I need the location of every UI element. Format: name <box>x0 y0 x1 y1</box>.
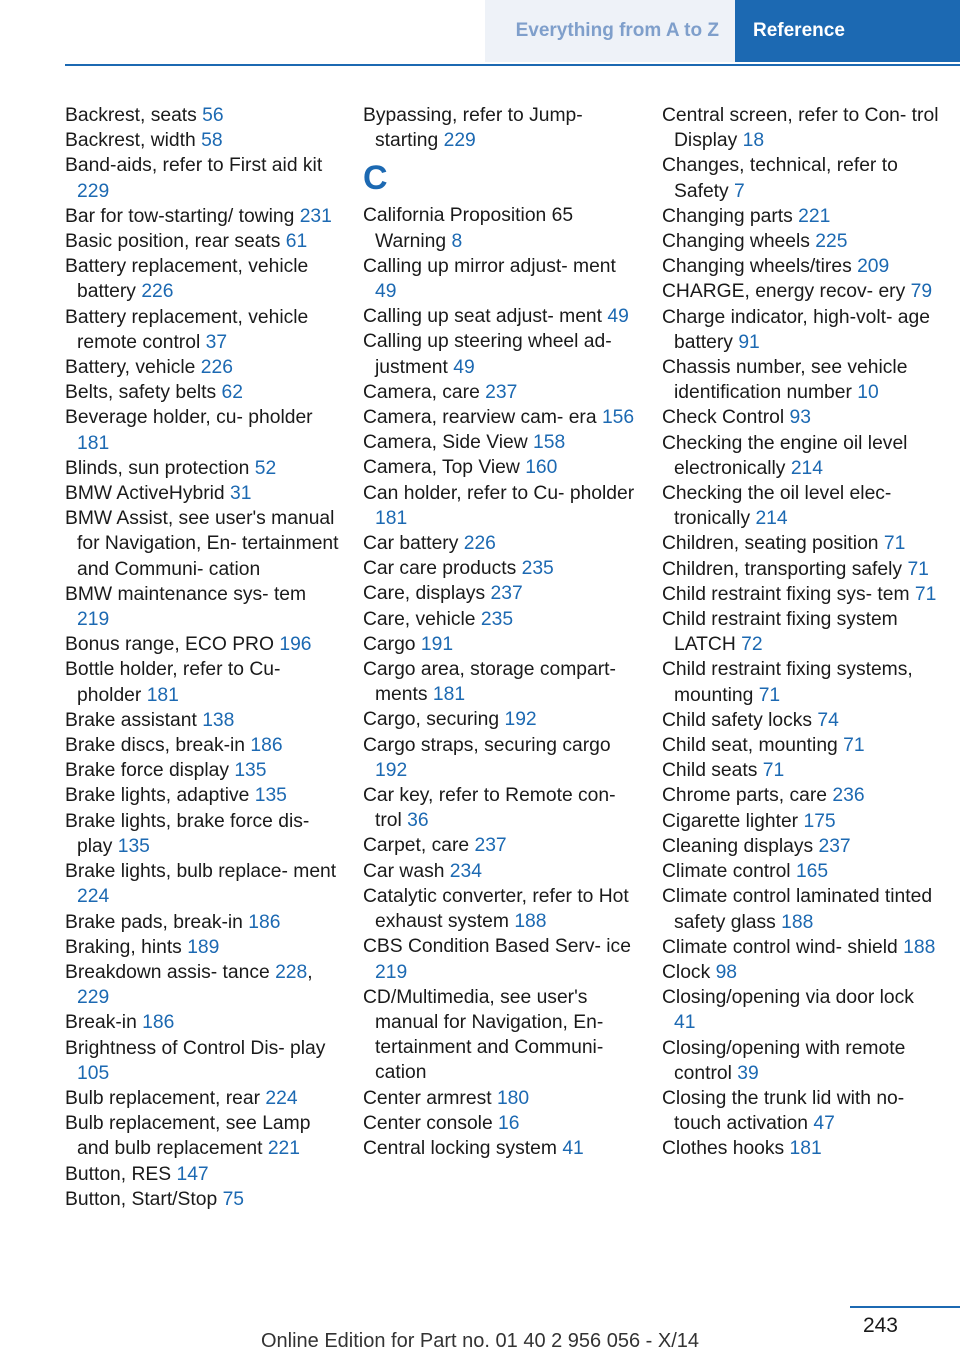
page-link[interactable]: 219 <box>375 961 408 983</box>
index-entry <box>65 1111 343 1161</box>
index-entry <box>662 1136 940 1161</box>
index-entry-text: Cargo area, storage compart- ments <box>363 659 616 706</box>
index-entry <box>363 607 641 632</box>
index-entry <box>65 405 343 455</box>
section-letter: C <box>363 159 388 198</box>
index-entry <box>662 229 940 254</box>
index-entry-text: Central screen, refer to Con- trol Display <box>662 105 939 152</box>
page-link[interactable]: 181 <box>77 432 110 454</box>
index-entry-text: Closing/opening with remote control <box>662 1037 906 1084</box>
index-entry <box>363 103 641 153</box>
index-entry <box>662 708 940 733</box>
index-entry <box>662 405 940 430</box>
index-entry <box>65 783 343 808</box>
index-entry <box>662 305 940 355</box>
index-entry-text: Child restraint fixing systems, mounting <box>662 659 913 706</box>
index-entry <box>65 506 343 582</box>
index-entry-text: Battery replacement, vehicle remote control <box>65 306 309 353</box>
index-entry-text: Chassis number, see vehicle identification number <box>662 357 908 404</box>
index-entry <box>65 456 343 481</box>
page-link[interactable]: 7 <box>734 180 745 202</box>
index-entry <box>363 581 641 606</box>
page-link[interactable]: 229 <box>77 180 110 202</box>
index-entry <box>662 985 940 1035</box>
page-link[interactable]: 37 <box>205 331 228 353</box>
index-entry <box>363 203 641 253</box>
page-link[interactable]: 71 <box>907 558 929 580</box>
index-entry-text: Bar for tow-starting/ towing <box>65 205 295 227</box>
page-link[interactable]: 181 <box>146 684 179 706</box>
index-entry-text: Braking, hints <box>65 936 182 958</box>
page-link[interactable]: 214 <box>790 457 823 479</box>
footer-edition-note: Online Edition for Part no. 01 40 2 956 056 - X/14 <box>260 1330 700 1352</box>
index-entry-text: Changes, technical, refer to Safety <box>662 155 898 202</box>
index-entry <box>65 582 343 632</box>
page-link[interactable]: 237 <box>485 381 518 403</box>
index-entry-text: Button, Start/Stop <box>65 1188 218 1210</box>
index-entry-text: Cigarette lighter <box>662 810 799 832</box>
index-entry <box>662 834 940 859</box>
index-entry-text: Catalytic converter, refer to Hot exhaust system <box>363 885 629 933</box>
index-entry-text: Backrest, seats <box>65 105 197 126</box>
index-entry-text: Calling up steering wheel ad- justment <box>363 331 612 378</box>
index-entry-text: Children, seating position <box>662 533 879 555</box>
page-link[interactable]: 237 <box>818 835 851 857</box>
header-section-title: Everything from A to Z <box>485 0 735 62</box>
page-link[interactable]: 181 <box>432 684 466 706</box>
index-entry <box>363 254 641 304</box>
page-link[interactable]: 10 <box>857 382 879 404</box>
page-link[interactable]: 231 <box>299 205 332 227</box>
index-entry-text: Cargo, securing <box>363 709 500 731</box>
index-entry-text: Closing the trunk lid with no- touch activation <box>662 1087 905 1135</box>
index-entry-text: Beverage holder, cu- pholder <box>65 407 313 429</box>
page-link[interactable]: 221 <box>798 205 831 227</box>
index-entry-text: Band-aids, refer to First aid kit <box>65 155 323 177</box>
index-entry <box>662 279 940 304</box>
index-entry <box>662 859 940 884</box>
index-entry-text: Calling up mirror adjust- ment <box>363 255 616 277</box>
index-entry-text: Charge indicator, high-volt- age battery <box>662 306 930 353</box>
index-entry <box>65 758 343 783</box>
page-link[interactable]: 186 <box>250 735 283 757</box>
index-entry <box>363 783 641 833</box>
index-entry-text: Brake lights, brake force dis- play <box>65 810 310 857</box>
index-entry-text: Car battery <box>363 533 459 555</box>
page-link[interactable]: 186 <box>142 1012 175 1034</box>
index-entry <box>65 380 343 405</box>
index-entry-text: Checking the oil level elec- tronically <box>662 483 892 530</box>
index-entry-text: Battery replacement, vehicle battery <box>65 256 309 303</box>
page-link[interactable]: 219 <box>77 609 110 631</box>
page-link[interactable]: 91 <box>738 331 760 353</box>
index-entry <box>65 1036 343 1086</box>
index-entry-text: Children, transporting safely <box>662 558 903 580</box>
page-link[interactable]: 226 <box>200 357 233 379</box>
index-entry-text: Bulb replacement, see Lamp and bulb replacement <box>65 1113 311 1160</box>
page-link[interactable]: 188 <box>781 911 814 933</box>
index-entry-text: Battery, vehicle <box>65 357 196 379</box>
page-link[interactable]: 31 <box>230 483 252 505</box>
index-entry <box>662 657 940 707</box>
index-entry <box>65 657 343 707</box>
index-entry-text: Calling up seat adjust- ment <box>363 306 603 328</box>
page-link[interactable]: 71 <box>758 684 781 706</box>
index-entry-text: California Proposition 65 Warning <box>363 205 574 252</box>
index-entry-text: Climate control laminated tinted safety glass <box>662 886 933 933</box>
index-entry <box>65 1187 343 1212</box>
index-entry-text: Basic position, rear seats <box>65 231 281 253</box>
index-entry-text: Central locking system <box>363 1137 557 1159</box>
index-entry-text: Carpet, care <box>363 835 470 857</box>
index-entry <box>662 758 940 783</box>
index-entry <box>662 254 940 279</box>
index-entry <box>65 1010 343 1035</box>
index-entry <box>662 607 940 657</box>
page-number: 243 <box>862 1314 898 1337</box>
index-entry-text: BMW maintenance sys- tem <box>65 583 307 605</box>
index-entry <box>65 733 343 758</box>
page-link[interactable]: 186 <box>248 911 281 933</box>
index-entry <box>65 859 343 909</box>
index-entry <box>363 329 641 379</box>
index-entry-text: Checking the engine oil level electronically <box>662 432 908 479</box>
index-entry-text: BMW ActiveHybrid <box>65 483 225 505</box>
index-entry-text: Changing wheels/tires <box>662 256 852 278</box>
index-entry-text: Care, displays <box>363 583 486 605</box>
index-entry-text: Car wash <box>363 860 445 882</box>
page-link[interactable]: 71 <box>843 735 865 757</box>
page-link[interactable]: 229 <box>77 987 110 1009</box>
index-entry-text: Check Control <box>662 407 785 429</box>
index-entry <box>363 1136 641 1161</box>
index-entry-text: Bulb replacement, rear <box>65 1087 261 1109</box>
index-entry-text: Brake force display <box>65 760 229 782</box>
index-entry-text: Blinds, sun protection <box>65 457 250 479</box>
page-link[interactable]: 79 <box>910 281 933 303</box>
index-entry <box>662 1036 940 1086</box>
page-link[interactable]: 175 <box>803 810 836 832</box>
page-link[interactable]: 72 <box>741 634 763 656</box>
index-entry <box>65 229 343 254</box>
index-entry-text: Bottle holder, refer to Cu- pholder <box>65 659 281 706</box>
index-entry-text: Child seat, mounting <box>662 735 838 757</box>
index-entry <box>363 455 641 480</box>
page-link[interactable]: 228 <box>275 961 308 983</box>
index-entry <box>65 254 343 304</box>
index-entry-text: Car key, refer to Remote con- trol <box>363 785 616 832</box>
index-entry-text: Camera, Top View <box>363 457 520 479</box>
index-entry-text: Changing parts <box>662 205 793 227</box>
index-entry: Breakdown assis- tance 228, 229 <box>65 961 313 1009</box>
index-entry <box>363 707 641 732</box>
index-entry-text: CHARGE, energy recov- ery <box>662 281 906 303</box>
page-link[interactable]: 135 <box>117 835 150 857</box>
index-entry-text: Center console <box>363 1112 493 1134</box>
page-link[interactable]: 189 <box>187 936 220 958</box>
index-entry <box>65 1162 343 1187</box>
index-entry-text: CBS Condition Based Serv- ice <box>363 936 631 958</box>
index-entry <box>363 430 641 455</box>
page-link[interactable]: 221 <box>267 1138 300 1160</box>
page-link[interactable]: 237 <box>490 583 523 605</box>
index-entry <box>363 304 641 329</box>
page-link[interactable]: 49 <box>375 281 397 303</box>
page-link[interactable]: 135 <box>254 785 287 807</box>
page-link[interactable]: 158 <box>533 432 566 454</box>
index-entry <box>662 531 940 556</box>
index-entry <box>363 884 641 934</box>
index-entry-text: Brake assistant <box>65 709 197 731</box>
index-entry <box>662 582 940 607</box>
index-entry <box>363 859 641 884</box>
page-link[interactable]: 235 <box>521 558 554 580</box>
index-entry-text: Car care products <box>363 558 517 580</box>
page-link[interactable]: 18 <box>742 130 765 152</box>
page-link[interactable]: 236 <box>832 785 865 807</box>
index-entry <box>662 733 940 758</box>
index-entry <box>65 632 343 657</box>
index-entry <box>662 809 940 834</box>
page-link[interactable]: 214 <box>755 508 788 530</box>
index-entry <box>363 733 641 783</box>
page-link[interactable]: 224 <box>265 1087 298 1109</box>
page-link[interactable]: 58 <box>201 130 223 152</box>
index-entry <box>662 960 940 985</box>
index-entry-text: Cargo straps, securing cargo <box>363 734 611 756</box>
index-entry-text: Camera, Side View <box>363 432 528 454</box>
index-entry <box>363 833 641 858</box>
page-link[interactable]: 160 <box>525 457 558 479</box>
index-entry <box>662 153 940 203</box>
index-entry-text: Chrome parts, care <box>662 785 828 807</box>
page-link[interactable]: 156 <box>601 407 635 429</box>
index-entry <box>662 783 940 808</box>
page-link[interactable]: 181 <box>789 1138 822 1160</box>
index-entry-text: Changing wheels <box>662 231 810 253</box>
page-link[interactable]: 71 <box>914 583 937 605</box>
page-link[interactable]: 192 <box>504 709 537 731</box>
page-link[interactable]: 71 <box>883 533 906 555</box>
index-entry-text: Clock <box>662 961 711 983</box>
index-entry <box>363 632 641 657</box>
page-link[interactable]: 188 <box>903 936 936 958</box>
index-entry <box>363 985 641 1086</box>
index-entry <box>662 557 940 582</box>
index-entry-text: Break-in <box>65 1012 137 1034</box>
index-entry-text: Breakdown assis- tance <box>65 961 270 983</box>
page-link[interactable]: 196 <box>279 634 312 656</box>
index-entry <box>65 355 343 380</box>
index-entry <box>363 1111 641 1136</box>
index-entry <box>363 934 641 984</box>
index-entry <box>65 103 343 128</box>
index-entry <box>662 884 940 934</box>
page-link[interactable]: 234 <box>449 860 482 882</box>
page-link[interactable]: 237 <box>474 835 507 857</box>
page-link[interactable]: 192 <box>375 759 408 781</box>
index-entry <box>662 481 940 531</box>
index-entry-text: Bonus range, ECO PRO <box>65 634 274 656</box>
index-entry <box>65 305 343 355</box>
index-entry-text: Child restraint fixing system LATCH <box>662 609 898 656</box>
index-entry-text: Child restraint fixing sys- tem <box>662 583 910 605</box>
page-link[interactable]: 226 <box>141 281 174 303</box>
index-entry-text: Can holder, refer to Cu- pholder <box>363 482 635 504</box>
page-link[interactable]: 47 <box>813 1113 835 1135</box>
page-link[interactable]: 41 <box>562 1137 584 1159</box>
index-entry <box>662 355 940 405</box>
page-link[interactable]: 138 <box>202 709 235 731</box>
page-number-rule <box>850 1306 960 1308</box>
page-link[interactable]: 62 <box>221 382 243 404</box>
index-entry <box>662 431 940 481</box>
index-entry-text: Cleaning displays <box>662 835 814 857</box>
index-entry <box>65 128 343 153</box>
index-entry <box>65 204 343 229</box>
index-entry-text: Brightness of Control Dis- play <box>65 1037 326 1059</box>
index-entry <box>363 380 641 405</box>
page-link[interactable]: 225 <box>815 231 848 253</box>
index-entry <box>363 556 641 581</box>
index-entry <box>65 910 343 935</box>
page-link[interactable]: 235 <box>480 608 514 630</box>
page-link[interactable]: 147 <box>176 1163 209 1185</box>
header-tab-reference[interactable]: Reference <box>735 0 960 62</box>
index-entry-text: Center armrest <box>363 1087 492 1109</box>
page-link[interactable]: 209 <box>857 256 890 278</box>
index-entry-text: Backrest, width <box>65 130 196 152</box>
index-entry-text: Brake lights, adaptive <box>65 785 250 807</box>
page-link[interactable]: 98 <box>715 961 738 983</box>
index-entry-text: Brake discs, break-in <box>65 735 246 757</box>
index-entry <box>65 809 343 859</box>
page-header <box>65 0 960 66</box>
page-link[interactable]: 74 <box>817 709 839 731</box>
index-entry <box>363 405 641 430</box>
index-entry-text: Brake pads, break-in <box>65 911 243 933</box>
index-entry-text: Brake lights, bulb replace- ment <box>65 861 337 883</box>
page-link[interactable]: 61 <box>285 231 308 253</box>
index-column-1 <box>65 103 343 1212</box>
index-entry-text: Closing/opening via door lock <box>662 987 914 1009</box>
index-entry-text: Cargo <box>363 633 416 655</box>
page-link[interactable]: 16 <box>498 1112 520 1134</box>
index-entry-text: Care, vehicle <box>363 608 476 630</box>
page-link[interactable]: 75 <box>222 1188 245 1210</box>
page-link[interactable]: 49 <box>607 306 629 328</box>
index-entry-text: CD/Multimedia, see user's manual for Navigation, En- tertainment and Communi- cation <box>363 986 604 1084</box>
page-link[interactable]: 105 <box>77 1062 110 1084</box>
page-link[interactable]: 191 <box>420 633 454 655</box>
page-link[interactable]: 180 <box>496 1087 530 1109</box>
page-link[interactable]: 226 <box>463 533 496 555</box>
page-link[interactable]: 229 <box>443 130 476 152</box>
index-entry <box>363 481 641 531</box>
index-entry-text: Camera, care <box>363 381 480 403</box>
index-entry <box>363 1086 641 1111</box>
page-link[interactable]: 224 <box>77 886 110 908</box>
index-entry <box>363 657 641 707</box>
index-entry-text: Clothes hooks <box>662 1138 785 1160</box>
page-link[interactable]: 52 <box>254 457 277 479</box>
page-link[interactable]: 49 <box>453 356 475 378</box>
index-entry <box>662 935 940 960</box>
page-link[interactable]: 8 <box>451 230 463 252</box>
index-entry-text: Climate control wind- shield <box>662 936 898 958</box>
index-entry <box>363 531 641 556</box>
index-entry <box>662 204 940 229</box>
index-entry <box>65 481 343 506</box>
index-entry-text: BMW Assist, see user's manual for Navigation, En- tertainment and Communi- cation <box>65 508 339 580</box>
page-link[interactable]: 93 <box>789 407 811 429</box>
index-entry <box>65 1086 343 1111</box>
index-entry <box>65 935 343 960</box>
page-link[interactable]: 71 <box>762 760 785 782</box>
page-link[interactable]: 135 <box>234 760 267 782</box>
index-entry-text: Button, RES <box>65 1163 172 1185</box>
index-entry-text: Camera, rearview cam- era <box>363 407 597 429</box>
index-entry-text: Child seats <box>662 760 758 782</box>
index-entry <box>662 1086 940 1136</box>
page-link[interactable]: 39 <box>737 1062 759 1084</box>
page-link[interactable]: 56 <box>202 105 224 126</box>
index-entry-text: Belts, safety belts <box>65 382 217 404</box>
index-column-3 <box>662 103 940 1162</box>
page-link[interactable]: 181 <box>375 507 408 529</box>
page-link[interactable]: 41 <box>674 1012 696 1034</box>
index-entry <box>65 153 343 203</box>
page-link[interactable]: 36 <box>407 810 429 832</box>
index-entry-text: Climate control <box>662 861 791 883</box>
index-entry-text: Child safety locks <box>662 709 813 731</box>
index-entry <box>662 103 940 153</box>
page-link[interactable]: 165 <box>795 861 829 883</box>
index-entry <box>65 708 343 733</box>
index-entry-text: Bypassing, refer to Jump- starting <box>363 105 583 152</box>
page-link[interactable]: 188 <box>514 911 547 933</box>
index-column-2 <box>363 103 641 1161</box>
